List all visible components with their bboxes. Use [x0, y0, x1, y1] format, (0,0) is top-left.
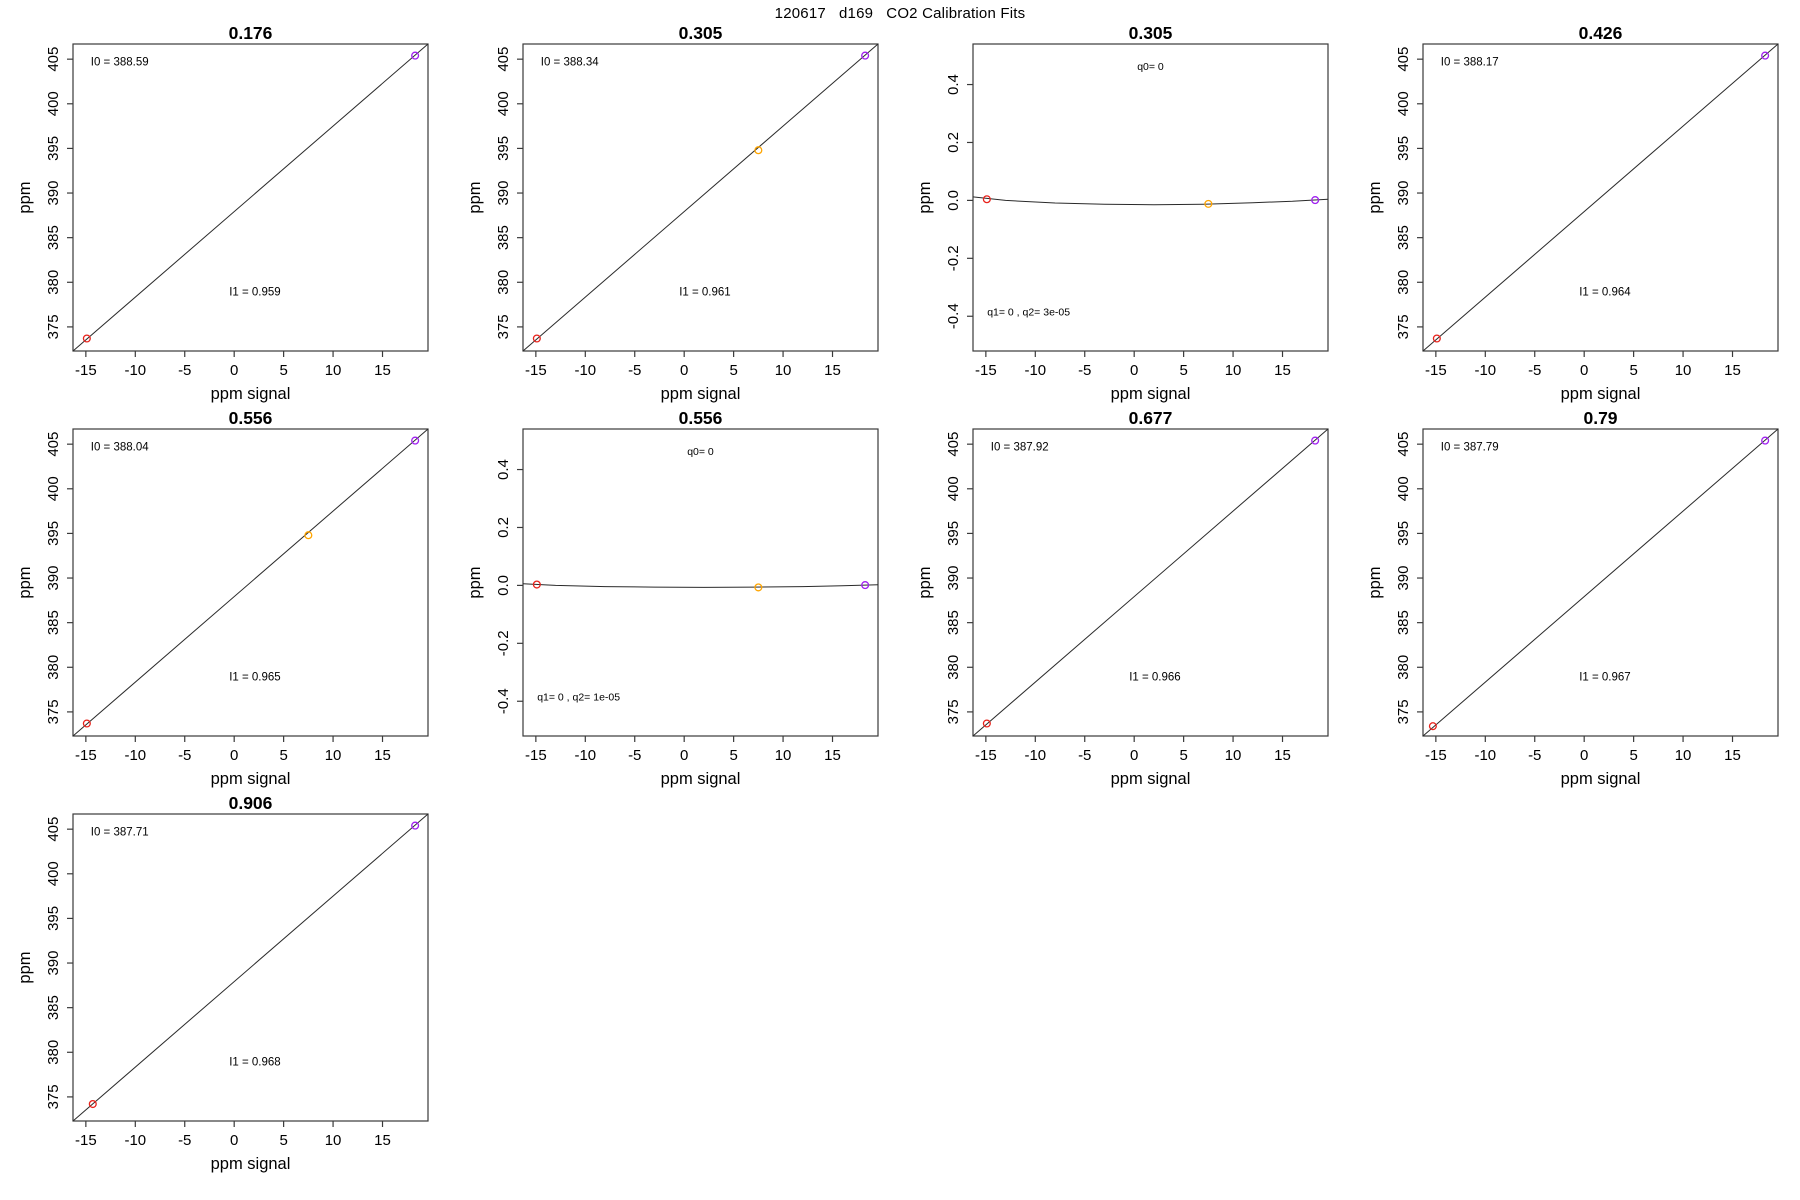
x-tick-label: -10 — [574, 747, 597, 764]
x-tick-label: 5 — [1179, 747, 1188, 764]
y-tick-label: 380 — [1395, 654, 1412, 680]
y-tick-label: 380 — [45, 654, 62, 680]
x-tick-label: -10 — [124, 362, 147, 379]
y-tick-label: 380 — [945, 654, 962, 680]
annotation-1: q1= 0 , q2= 3e-05 — [987, 306, 1071, 319]
x-tick-label: 15 — [374, 362, 391, 379]
y-axis-label: ppm — [16, 566, 34, 599]
annotation-1: I1 = 0.964 — [1579, 286, 1631, 299]
x-tick-label: -10 — [1474, 747, 1497, 764]
x-tick-label: -15 — [975, 362, 997, 379]
empty-cell — [900, 796, 1350, 1181]
plot-0.426-linear — [1350, 26, 1800, 411]
x-tick-label: 10 — [1674, 747, 1692, 764]
y-tick-label: 395 — [45, 905, 62, 931]
y-tick-label: 0.4 — [495, 459, 512, 480]
x-axis-label: ppm signal — [210, 1155, 291, 1173]
x-axis-label: ppm signal — [1110, 770, 1191, 788]
residual-curve — [973, 197, 1328, 205]
y-tick-label: 375 — [45, 1084, 62, 1110]
x-tick-label: 5 — [279, 747, 288, 764]
x-tick-label: 15 — [824, 362, 841, 379]
plot-title: 0.176 — [228, 26, 273, 43]
x-tick-label: 0 — [1130, 747, 1139, 764]
annotation-1: I1 = 0.961 — [679, 286, 731, 299]
y-tick-label: 385 — [1395, 610, 1412, 636]
empty-cell — [1350, 796, 1800, 1181]
plot-0.906-linear — [0, 796, 450, 1181]
y-tick-label: 375 — [1395, 699, 1412, 725]
x-axis-label: ppm signal — [660, 770, 741, 788]
plot-canvas — [900, 411, 1350, 796]
y-tick-label: -0.4 — [945, 303, 962, 330]
plot-canvas — [0, 411, 450, 796]
plot-0.305-residual — [900, 26, 1350, 411]
plot-canvas — [900, 26, 1350, 411]
annotation-0: q0= 0 — [1137, 61, 1164, 74]
plot-0.176-linear — [0, 26, 450, 411]
x-tick-label: 0 — [680, 747, 689, 764]
y-axis-label: ppm — [1366, 181, 1384, 214]
x-tick-label: -5 — [1078, 362, 1092, 379]
x-axis-label: ppm signal — [1560, 385, 1641, 403]
plot-title: 0.305 — [678, 26, 723, 43]
x-tick-label: -5 — [1528, 747, 1542, 764]
fit-line — [73, 44, 428, 351]
plot-canvas — [0, 796, 450, 1181]
x-tick-label: 5 — [729, 362, 738, 379]
y-tick-label: 375 — [45, 314, 62, 340]
x-tick-label: -15 — [975, 747, 997, 764]
annotation-0: I0 = 388.04 — [90, 441, 149, 454]
y-tick-label: 405 — [45, 46, 62, 72]
x-tick-label: -5 — [178, 362, 192, 379]
plot-canvas — [1350, 26, 1800, 411]
annotation-1: I1 = 0.967 — [1579, 671, 1631, 684]
y-tick-label: 400 — [1395, 476, 1412, 502]
y-tick-label: 0.4 — [945, 74, 962, 95]
annotation-0: I0 = 387.92 — [990, 441, 1049, 454]
plot-title: 0.556 — [678, 411, 723, 428]
annotation-0: I0 = 388.17 — [1440, 56, 1499, 69]
x-tick-label: 10 — [324, 747, 342, 764]
y-tick-label: 0.2 — [495, 517, 512, 538]
y-tick-label: -0.4 — [495, 688, 512, 715]
x-tick-label: -15 — [75, 747, 97, 764]
plot-canvas — [450, 411, 900, 796]
annotation-1: I1 = 0.965 — [229, 671, 281, 684]
plot-0.79-linear — [1350, 411, 1800, 796]
y-axis-label: ppm — [466, 566, 484, 599]
y-tick-label: 390 — [45, 950, 62, 976]
plots-grid — [0, 26, 1800, 1181]
x-tick-label: 0 — [680, 362, 689, 379]
y-tick-label: 400 — [495, 91, 512, 117]
x-tick-label: -10 — [124, 747, 147, 764]
data-point-red — [983, 196, 990, 203]
y-tick-label: 380 — [1395, 269, 1412, 295]
x-tick-label: -5 — [178, 747, 192, 764]
x-tick-label: -15 — [1425, 747, 1447, 764]
x-tick-label: -15 — [75, 1132, 97, 1149]
y-tick-label: 0.0 — [495, 574, 512, 596]
x-tick-label: 10 — [774, 747, 792, 764]
y-tick-label: 405 — [45, 816, 62, 842]
y-tick-label: 385 — [495, 225, 512, 251]
y-axis-label: ppm — [16, 951, 34, 984]
x-tick-label: 10 — [324, 362, 342, 379]
y-tick-label: 390 — [45, 180, 62, 206]
annotation-1: q1= 0 , q2= 1e-05 — [537, 691, 621, 704]
plot-title: 0.79 — [1583, 411, 1618, 428]
annotation-0: I0 = 388.34 — [540, 56, 599, 69]
y-tick-label: 380 — [495, 269, 512, 295]
x-tick-label: -10 — [124, 1132, 147, 1149]
y-tick-label: 405 — [1395, 431, 1412, 457]
y-tick-label: 400 — [45, 476, 62, 502]
y-tick-label: 390 — [495, 180, 512, 206]
y-tick-label: 390 — [1395, 180, 1412, 206]
x-tick-label: 5 — [1629, 747, 1638, 764]
plot-0.677-linear — [900, 411, 1350, 796]
plot-title: 0.906 — [228, 796, 273, 813]
y-tick-label: 405 — [1395, 46, 1412, 72]
y-tick-label: 390 — [45, 565, 62, 591]
y-tick-label: 385 — [1395, 225, 1412, 251]
y-tick-label: 395 — [1395, 135, 1412, 161]
plot-0.305-linear — [450, 26, 900, 411]
annotation-1: I1 = 0.959 — [229, 286, 281, 299]
annotation-0: q0= 0 — [687, 446, 714, 459]
x-tick-label: -5 — [1078, 747, 1092, 764]
y-tick-label: -0.2 — [945, 245, 962, 272]
y-tick-label: 375 — [1395, 314, 1412, 340]
x-tick-label: 0 — [230, 1132, 239, 1149]
x-tick-label: 0 — [230, 747, 239, 764]
x-tick-label: 15 — [1274, 362, 1291, 379]
y-tick-label: 405 — [495, 46, 512, 72]
x-tick-label: 5 — [279, 362, 288, 379]
axis-box — [973, 44, 1328, 351]
x-tick-label: -10 — [1474, 362, 1497, 379]
fit-line — [73, 814, 428, 1121]
y-tick-label: 385 — [945, 610, 962, 636]
x-tick-label: 0 — [1580, 747, 1589, 764]
y-tick-label: 385 — [45, 610, 62, 636]
y-axis-label: ppm — [16, 181, 34, 214]
x-tick-label: 15 — [1724, 747, 1741, 764]
y-tick-label: 380 — [45, 269, 62, 295]
x-tick-label: -15 — [525, 747, 547, 764]
annotation-1: I1 = 0.966 — [1129, 671, 1181, 684]
y-tick-label: 0.2 — [945, 132, 962, 153]
x-tick-label: 5 — [729, 747, 738, 764]
y-tick-label: 0.0 — [945, 189, 962, 211]
x-tick-label: -5 — [178, 1132, 192, 1149]
data-point-red — [1429, 723, 1436, 730]
x-tick-label: 5 — [1629, 362, 1638, 379]
y-axis-label: ppm — [916, 566, 934, 599]
x-tick-label: -5 — [1528, 362, 1542, 379]
fit-line — [523, 44, 878, 351]
x-tick-label: 0 — [1580, 362, 1589, 379]
plot-0.556-linear — [0, 411, 450, 796]
y-tick-label: 400 — [945, 476, 962, 502]
x-tick-label: 5 — [279, 1132, 288, 1149]
x-tick-label: 15 — [374, 1132, 391, 1149]
plot-canvas — [0, 26, 450, 411]
y-tick-label: 405 — [945, 431, 962, 457]
plot-title: 0.556 — [228, 411, 273, 428]
y-tick-label: 400 — [1395, 91, 1412, 117]
x-tick-label: 10 — [324, 1132, 342, 1149]
y-tick-label: 385 — [45, 995, 62, 1021]
x-tick-label: -15 — [525, 362, 547, 379]
x-tick-label: -15 — [75, 362, 97, 379]
y-tick-label: 390 — [945, 565, 962, 591]
plot-canvas — [450, 26, 900, 411]
plot-canvas — [1350, 411, 1800, 796]
x-tick-label: 5 — [1179, 362, 1188, 379]
y-tick-label: 395 — [45, 135, 62, 161]
plot-title: 0.426 — [1578, 26, 1623, 43]
x-tick-label: 0 — [1130, 362, 1139, 379]
y-tick-label: 380 — [45, 1039, 62, 1065]
empty-cell — [450, 796, 900, 1181]
annotation-0: I0 = 388.59 — [90, 56, 149, 69]
fit-line — [1423, 44, 1778, 351]
x-tick-label: -10 — [574, 362, 597, 379]
x-tick-label: 10 — [1674, 362, 1692, 379]
x-tick-label: 15 — [1724, 362, 1741, 379]
x-tick-label: 0 — [230, 362, 239, 379]
y-tick-label: 375 — [495, 314, 512, 340]
y-tick-label: 395 — [945, 520, 962, 546]
residual-curve — [523, 584, 878, 588]
y-axis-label: ppm — [916, 181, 934, 214]
x-axis-label: ppm signal — [1560, 770, 1641, 788]
x-tick-label: 10 — [1224, 747, 1242, 764]
fit-line — [973, 429, 1328, 736]
y-tick-label: 395 — [45, 520, 62, 546]
y-tick-label: 390 — [1395, 565, 1412, 591]
x-tick-label: 15 — [824, 747, 841, 764]
x-tick-label: -10 — [1024, 362, 1047, 379]
y-tick-label: 395 — [495, 135, 512, 161]
x-axis-label: ppm signal — [210, 770, 291, 788]
x-axis-label: ppm signal — [660, 385, 741, 403]
plot-0.556-residual — [450, 411, 900, 796]
x-tick-label: 15 — [374, 747, 391, 764]
y-tick-label: 395 — [1395, 520, 1412, 546]
axis-box — [523, 429, 878, 736]
x-tick-label: 10 — [1224, 362, 1242, 379]
annotation-1: I1 = 0.968 — [229, 1056, 281, 1069]
y-tick-label: 400 — [45, 861, 62, 887]
y-axis-label: ppm — [1366, 566, 1384, 599]
x-axis-label: ppm signal — [1110, 385, 1191, 403]
fit-line — [73, 429, 428, 736]
fit-line — [1423, 429, 1778, 736]
y-tick-label: -0.2 — [495, 630, 512, 657]
y-tick-label: 375 — [45, 699, 62, 725]
x-tick-label: -5 — [628, 747, 642, 764]
y-axis-label: ppm — [466, 181, 484, 214]
x-tick-label: -15 — [1425, 362, 1447, 379]
x-tick-label: -5 — [628, 362, 642, 379]
y-tick-label: 405 — [45, 431, 62, 457]
plot-title: 0.677 — [1128, 411, 1173, 428]
x-tick-label: 15 — [1274, 747, 1291, 764]
y-tick-label: 385 — [45, 225, 62, 251]
main-title: 120617 d169 CO2 Calibration Fits — [774, 4, 1026, 22]
annotation-0: I0 = 387.79 — [1440, 441, 1499, 454]
annotation-0: I0 = 387.71 — [90, 826, 149, 839]
x-tick-label: 10 — [774, 362, 792, 379]
x-axis-label: ppm signal — [210, 385, 291, 403]
plot-title: 0.305 — [1128, 26, 1173, 43]
x-tick-label: -10 — [1024, 747, 1047, 764]
y-tick-label: 375 — [945, 699, 962, 725]
y-tick-label: 400 — [45, 91, 62, 117]
